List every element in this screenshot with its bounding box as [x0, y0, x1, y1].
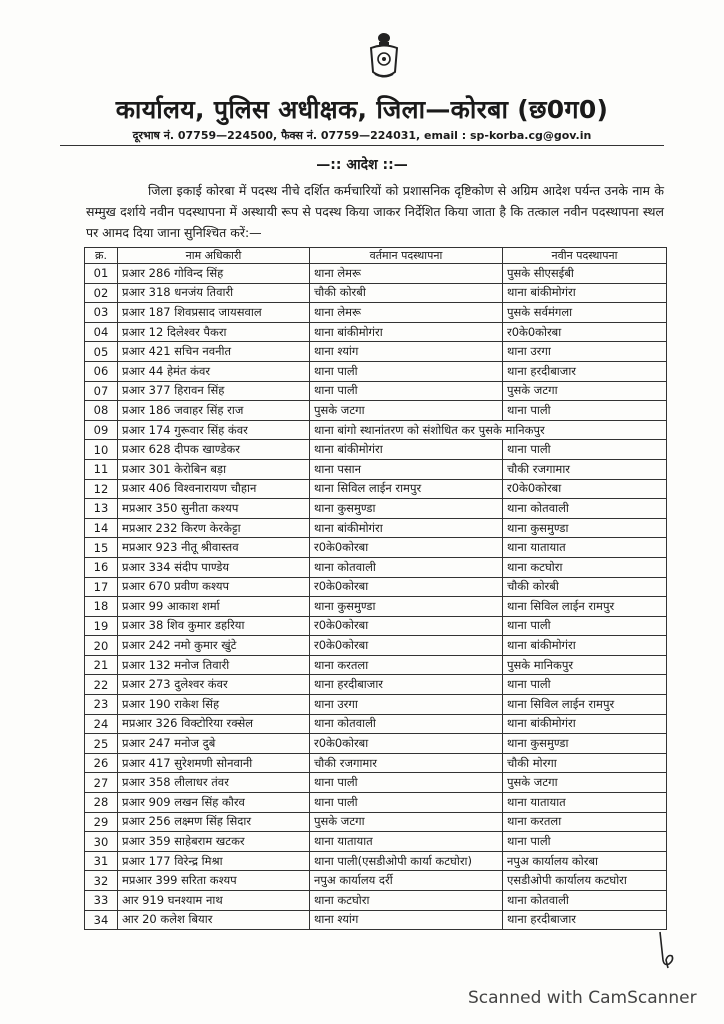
row-officer-name: प्रआर 628 दीपक खाण्डेकर [118, 440, 310, 460]
row-officer-name: प्रआर 286 गोविन्द सिंह [118, 264, 310, 284]
row-new-posting: थाना हरदीबाजार [503, 361, 667, 381]
table-row [85, 381, 667, 401]
row-officer-name: प्रआर 132 मनोज तिवारी [118, 655, 310, 675]
row-new-posting: नपुअ कार्यालय कोरबा [503, 851, 667, 871]
table-row [85, 303, 667, 323]
header-divider [60, 145, 664, 146]
row-new-posting: पुसके जटगा [503, 381, 667, 401]
row-new-posting: पुसके जटगा [503, 773, 667, 793]
row-new-posting: एसडीओपी कार्यालय कटघोरा [503, 871, 667, 891]
table-row [85, 440, 667, 460]
row-current-posting: थाना लेमरू [310, 303, 503, 323]
row-serial: 17 [85, 577, 118, 597]
row-current-posting: र0के0कोरबा [310, 616, 503, 636]
row-serial: 05 [85, 342, 118, 362]
row-current-posting: र0के0कोरबा [310, 577, 503, 597]
row-serial: 07 [85, 381, 118, 401]
row-new-posting: चौकी मोरगा [503, 753, 667, 773]
row-current-posting: थाना श्यांग [310, 342, 503, 362]
scanner-footer: Scanned with CamScanner [468, 988, 697, 1008]
row-officer-name: प्रआर 186 जवाहर सिंह राज [118, 401, 310, 421]
row-serial: 23 [85, 695, 118, 715]
row-new-posting: थाना बांकीमोगंरा [503, 636, 667, 656]
row-officer-name: प्रआर 358 लीलाधर तंवर [118, 773, 310, 793]
row-current-posting: थाना बांगो स्थानांतरण को संशोधित कर पुसके मानिकपुर [310, 420, 667, 440]
row-serial: 21 [85, 655, 118, 675]
row-current-posting: थाना पाली [310, 773, 503, 793]
row-current-posting: थाना उरगा [310, 695, 503, 715]
row-officer-name: प्रआर 242 नमो कुमार खुंटे [118, 636, 310, 656]
row-officer-name: आर 20 कलेश बियार [118, 910, 310, 930]
row-officer-name: प्रआर 256 लक्ष्मण सिंह सिदार [118, 812, 310, 832]
row-serial: 09 [85, 420, 118, 440]
header-new-posting: नवीन पदस्थापना [503, 248, 667, 264]
row-serial: 22 [85, 675, 118, 695]
row-new-posting: थाना उरगा [503, 342, 667, 362]
row-current-posting: र0के0कोरबा [310, 538, 503, 558]
table-row [85, 597, 667, 617]
row-officer-name: प्रआर 44 हेमंत कंवर [118, 361, 310, 381]
row-serial: 06 [85, 361, 118, 381]
row-officer-name: प्रआर 334 संदीप पाण्डेय [118, 557, 310, 577]
row-serial: 11 [85, 459, 118, 479]
table-row [85, 891, 667, 911]
row-serial: 18 [85, 597, 118, 617]
table-row [85, 264, 667, 284]
row-new-posting: पुसके मानिकपुर [503, 655, 667, 675]
table-row [85, 322, 667, 342]
row-officer-name: मप्रआर 923 नीतू श्रीवास्तव [118, 538, 310, 558]
row-officer-name: मप्रआर 326 विक्टोरिया रक्सेल [118, 714, 310, 734]
row-current-posting: थाना पाली [310, 361, 503, 381]
row-current-posting: थाना कुसमुण्डा [310, 597, 503, 617]
office-title: कार्यालय, पुलिस अधीक्षक, जिला—कोरबा (छ0ग0) [115, 95, 609, 124]
table-row [85, 361, 667, 381]
row-serial: 04 [85, 322, 118, 342]
table-row [85, 499, 667, 519]
row-serial: 29 [85, 812, 118, 832]
table-row [85, 518, 667, 538]
row-current-posting: थाना पाली [310, 793, 503, 813]
row-officer-name: प्रआर 359 साहेबराम खटकर [118, 832, 310, 852]
row-new-posting: थाना सिविल लाईन रामपुर [503, 695, 667, 715]
row-officer-name: प्रआर 177 विरेन्द्र मिश्रा [118, 851, 310, 871]
order-title: —:: आदेश ::— [316, 157, 408, 173]
header-serial: क्र. [85, 248, 118, 264]
contact-line: दूरभाष नं. 07759—224500, फैक्स नं. 07759—224031, email : sp-korba.cg@gov.in [132, 129, 592, 142]
row-officer-name: प्रआर 377 हिरावन सिंह [118, 381, 310, 401]
row-current-posting: थाना कोतवाली [310, 714, 503, 734]
row-officer-name: प्रआर 247 मनोज दुबे [118, 734, 310, 754]
table-row [85, 538, 667, 558]
header-current-posting: वर्तमान पदस्थापना [310, 248, 503, 264]
table-row [85, 557, 667, 577]
row-officer-name: प्रआर 174 गुरूवार सिंह कंवर [118, 420, 310, 440]
row-current-posting: थाना बांकीमोगंरा [310, 322, 503, 342]
table-row [85, 420, 667, 440]
row-serial: 20 [85, 636, 118, 656]
row-current-posting: थाना कुसमुण्डा [310, 499, 503, 519]
table-row [85, 459, 667, 479]
table-row [85, 342, 667, 362]
row-serial: 02 [85, 283, 118, 303]
table-row [85, 871, 667, 891]
table-row [85, 479, 667, 499]
table-row [85, 636, 667, 656]
row-current-posting: चौकी कोरबी [310, 283, 503, 303]
row-new-posting: थाना पाली [503, 675, 667, 695]
row-new-posting: पुसके सर्वमंगला [503, 303, 667, 323]
row-serial: 33 [85, 891, 118, 911]
row-serial: 10 [85, 440, 118, 460]
row-serial: 30 [85, 832, 118, 852]
row-new-posting: थाना बांकीमोगंरा [503, 283, 667, 303]
table-row [85, 734, 667, 754]
row-new-posting: चौकी रजगामार [503, 459, 667, 479]
row-new-posting: चौकी कोरबी [503, 577, 667, 597]
row-serial: 03 [85, 303, 118, 323]
table-row [85, 577, 667, 597]
row-new-posting: थाना बांकीमोगंरा [503, 714, 667, 734]
table-row [85, 695, 667, 715]
row-serial: 01 [85, 264, 118, 284]
row-new-posting: थाना पाली [503, 401, 667, 421]
table-row [85, 851, 667, 871]
row-serial: 12 [85, 479, 118, 499]
row-current-posting: थाना पाली(एसडीओपी कार्या कटघोरा) [310, 851, 503, 871]
row-serial: 34 [85, 910, 118, 930]
row-new-posting: थाना कोतवाली [503, 891, 667, 911]
table-row [85, 714, 667, 734]
table-row [85, 283, 667, 303]
row-serial: 19 [85, 616, 118, 636]
row-current-posting: थाना हरदीबाजार [310, 675, 503, 695]
row-serial: 24 [85, 714, 118, 734]
row-current-posting: थाना यातायात [310, 832, 503, 852]
row-officer-name: प्रआर 187 शिवप्रसाद जायसवाल [118, 303, 310, 323]
row-current-posting: पुसके जटगा [310, 812, 503, 832]
row-officer-name: प्रआर 12 दिलेश्वर पैकरा [118, 322, 310, 342]
row-officer-name: प्रआर 318 धनजंय तिवारी [118, 283, 310, 303]
row-current-posting: थाना श्यांग [310, 910, 503, 930]
row-officer-name: प्रआर 421 सचिन नवनीत [118, 342, 310, 362]
row-current-posting: थाना लेमरू [310, 264, 503, 284]
table-row [85, 616, 667, 636]
table-row [85, 812, 667, 832]
row-officer-name: प्रआर 417 सुरेशमणी सोनवानी [118, 753, 310, 773]
row-serial: 31 [85, 851, 118, 871]
row-current-posting: चौकी रजगामार [310, 753, 503, 773]
row-serial: 25 [85, 734, 118, 754]
transfer-table [84, 247, 667, 930]
row-officer-name: प्रआर 273 दुलेश्वर कंवर [118, 675, 310, 695]
table-header-row [85, 248, 667, 264]
row-current-posting: थाना कोतवाली [310, 557, 503, 577]
row-serial: 27 [85, 773, 118, 793]
row-new-posting: पुसके सीएसईबी [503, 264, 667, 284]
row-current-posting: थाना पसान [310, 459, 503, 479]
row-serial: 08 [85, 401, 118, 421]
signature-mark [654, 930, 678, 970]
row-current-posting: थाना बांकीमोगंरा [310, 518, 503, 538]
row-new-posting: थाना यातायात [503, 538, 667, 558]
row-current-posting: थाना करतला [310, 655, 503, 675]
row-current-posting: पुसके जटगा [310, 401, 503, 421]
row-officer-name: प्रआर 909 लखन सिंह कौरव [118, 793, 310, 813]
header-officer-name: नाम अधिकारी [118, 248, 310, 264]
row-serial: 14 [85, 518, 118, 538]
row-officer-name: प्रआर 190 राकेश सिंह [118, 695, 310, 715]
row-officer-name: मप्रआर 399 सरिता कश्यप [118, 871, 310, 891]
table-row [85, 793, 667, 813]
row-officer-name: प्रआर 99 आकाश शर्मा [118, 597, 310, 617]
table-row [85, 753, 667, 773]
row-officer-name: प्रआर 38 शिव कुमार डहरिया [118, 616, 310, 636]
row-current-posting: थाना बांकीमोगंरा [310, 440, 503, 460]
row-new-posting: थाना कुसमुण्डा [503, 734, 667, 754]
row-new-posting: थाना पाली [503, 832, 667, 852]
table-row [85, 832, 667, 852]
row-current-posting: थाना कटघोरा [310, 891, 503, 911]
row-serial: 32 [85, 871, 118, 891]
row-officer-name: मप्रआर 350 सुनीता कश्यप [118, 499, 310, 519]
row-serial: 15 [85, 538, 118, 558]
order-intro-paragraph: जिला इकाई कोरबा में पदस्थ नीचे दर्शित कर्मचारियों को प्रशासनिक दृष्टिकोण से अग्रिम आदेश पर्यन्त उनके नाम के सम्मुख दर्शाये नवीन पदस्थापना में अस्थायी रूप से पदस्थ किया जाकर निर्देशित किया जाता है कि तत्काल नवीन पदस्थापना स्थल पर आमद दिया जाना सुनिश्चित करें:— [86, 183, 664, 240]
row-serial: 13 [85, 499, 118, 519]
row-new-posting: थाना कोतवाली [503, 499, 667, 519]
row-serial: 28 [85, 793, 118, 813]
row-current-posting: र0के0कोरबा [310, 636, 503, 656]
police-emblem-icon [367, 32, 401, 82]
row-new-posting: थाना पाली [503, 440, 667, 460]
row-new-posting: थाना पाली [503, 616, 667, 636]
table-row [85, 910, 667, 930]
row-new-posting: थाना कटघोरा [503, 557, 667, 577]
table-row [85, 675, 667, 695]
row-serial: 16 [85, 557, 118, 577]
row-current-posting: थाना पाली [310, 381, 503, 401]
row-officer-name: प्रआर 406 विश्वनारायण चौहान [118, 479, 310, 499]
row-officer-name: आर 919 घनश्याम नाथ [118, 891, 310, 911]
row-new-posting: र0के0कोरबा [503, 322, 667, 342]
row-officer-name: प्रआर 670 प्रवीण कश्यप [118, 577, 310, 597]
table-row [85, 655, 667, 675]
table-row [85, 401, 667, 421]
row-current-posting: थाना सिविल लाईन रामपुर [310, 479, 503, 499]
row-officer-name: प्रआर 301 केरोबिन बड़ा [118, 459, 310, 479]
row-current-posting: नपुअ कार्यालय दर्री [310, 871, 503, 891]
row-new-posting: थाना करतला [503, 812, 667, 832]
row-new-posting: थाना कुसमुण्डा [503, 518, 667, 538]
table-row [85, 773, 667, 793]
row-new-posting: थाना सिविल लाईन रामपुर [503, 597, 667, 617]
row-new-posting: थाना हरदीबाजार [503, 910, 667, 930]
row-new-posting: थाना यातायात [503, 793, 667, 813]
row-new-posting: र0के0कोरबा [503, 479, 667, 499]
row-current-posting: र0के0कोरबा [310, 734, 503, 754]
row-officer-name: मप्रआर 232 किरण केरकेट्टा [118, 518, 310, 538]
row-serial: 26 [85, 753, 118, 773]
